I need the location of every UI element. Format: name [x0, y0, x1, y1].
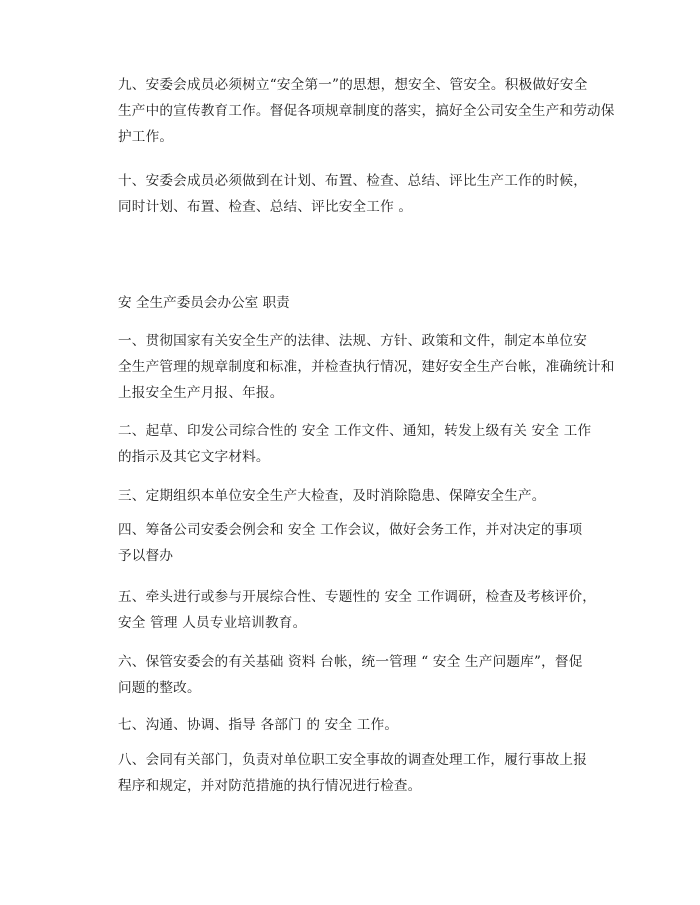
text-line: 二、起草、印发公司综合性的 安全 工作文件、通知，转发上级有关 安全 工作 [118, 423, 592, 439]
duty-item-4 [118, 517, 608, 569]
text-line: 上报安全生产月报、年报。 [118, 385, 284, 401]
text-line: 予以督办 [118, 548, 174, 564]
duty-item-6 [118, 649, 608, 701]
text-line: 十、安委会成员必须做到在计划、布置、检查、总结、评比生产工作的时候， [118, 173, 587, 189]
duty-item-5 [118, 584, 608, 636]
text-line: 安全 管理 人员专业培训教育。 [118, 615, 307, 631]
text-line: 问题的整改。 [118, 680, 201, 696]
text-line: 四、筹备公司安委会例会和 安全 工作会议，做好会务工作，并对决定的事项 [118, 522, 583, 538]
duty-item-3 [118, 483, 608, 509]
text-line: 一、贯彻国家有关安全生产的法律、法规、方针、政策和文件，制定本单位安 [118, 333, 587, 349]
text-line: 全生产管理的规章制度和标准，并检查执行情况，建好安全生产台帐，准确统计和 [118, 359, 615, 375]
text-line: 六、保管安委会的有关基础 资料 台帐，统一管理 “ 安全 生产问题库”，督促 [118, 654, 583, 670]
text-line: 七、沟通、协调、指导 各部门 的 安全 工作。 [118, 717, 399, 733]
paragraph-item-9 [118, 72, 615, 150]
text-line: 八、会同有关部门，负责对单位职工安全事故的调查处理工作，履行事故上报 [118, 752, 587, 768]
text-line: 程序和规定，并对防范措施的执行情况进行检查。 [118, 778, 422, 794]
text-line: 生产中的宣传教育工作。督促各项规章制度的落实，搞好全公司安全生产和劳动保 [118, 103, 615, 119]
duty-item-1 [118, 328, 615, 406]
duty-item-2 [118, 418, 608, 470]
text-line: 九、安委会成员必须树立“安全第一”的思想，想安全、管安全。积极做好安全 [118, 77, 588, 93]
text-line: 护工作。 [118, 129, 174, 145]
section-title: 安 全生产委员会办公室 职责 [118, 295, 290, 311]
text-line: 三、定期组织本单位安全生产大检查，及时消除隐患、保障安全生产。 [118, 488, 546, 504]
text-line: 的指示及其它文字材料。 [118, 449, 270, 465]
paragraph-item-10 [118, 168, 608, 220]
duty-item-8 [118, 747, 608, 799]
text-line: 同时计划、布置、检查、总结、评比安全工作 。 [118, 199, 413, 215]
text-line: 五、牵头进行或参与开展综合性、专题性的 安全 工作调研，检查及考核评价， [118, 589, 597, 605]
duty-item-7 [118, 712, 608, 738]
